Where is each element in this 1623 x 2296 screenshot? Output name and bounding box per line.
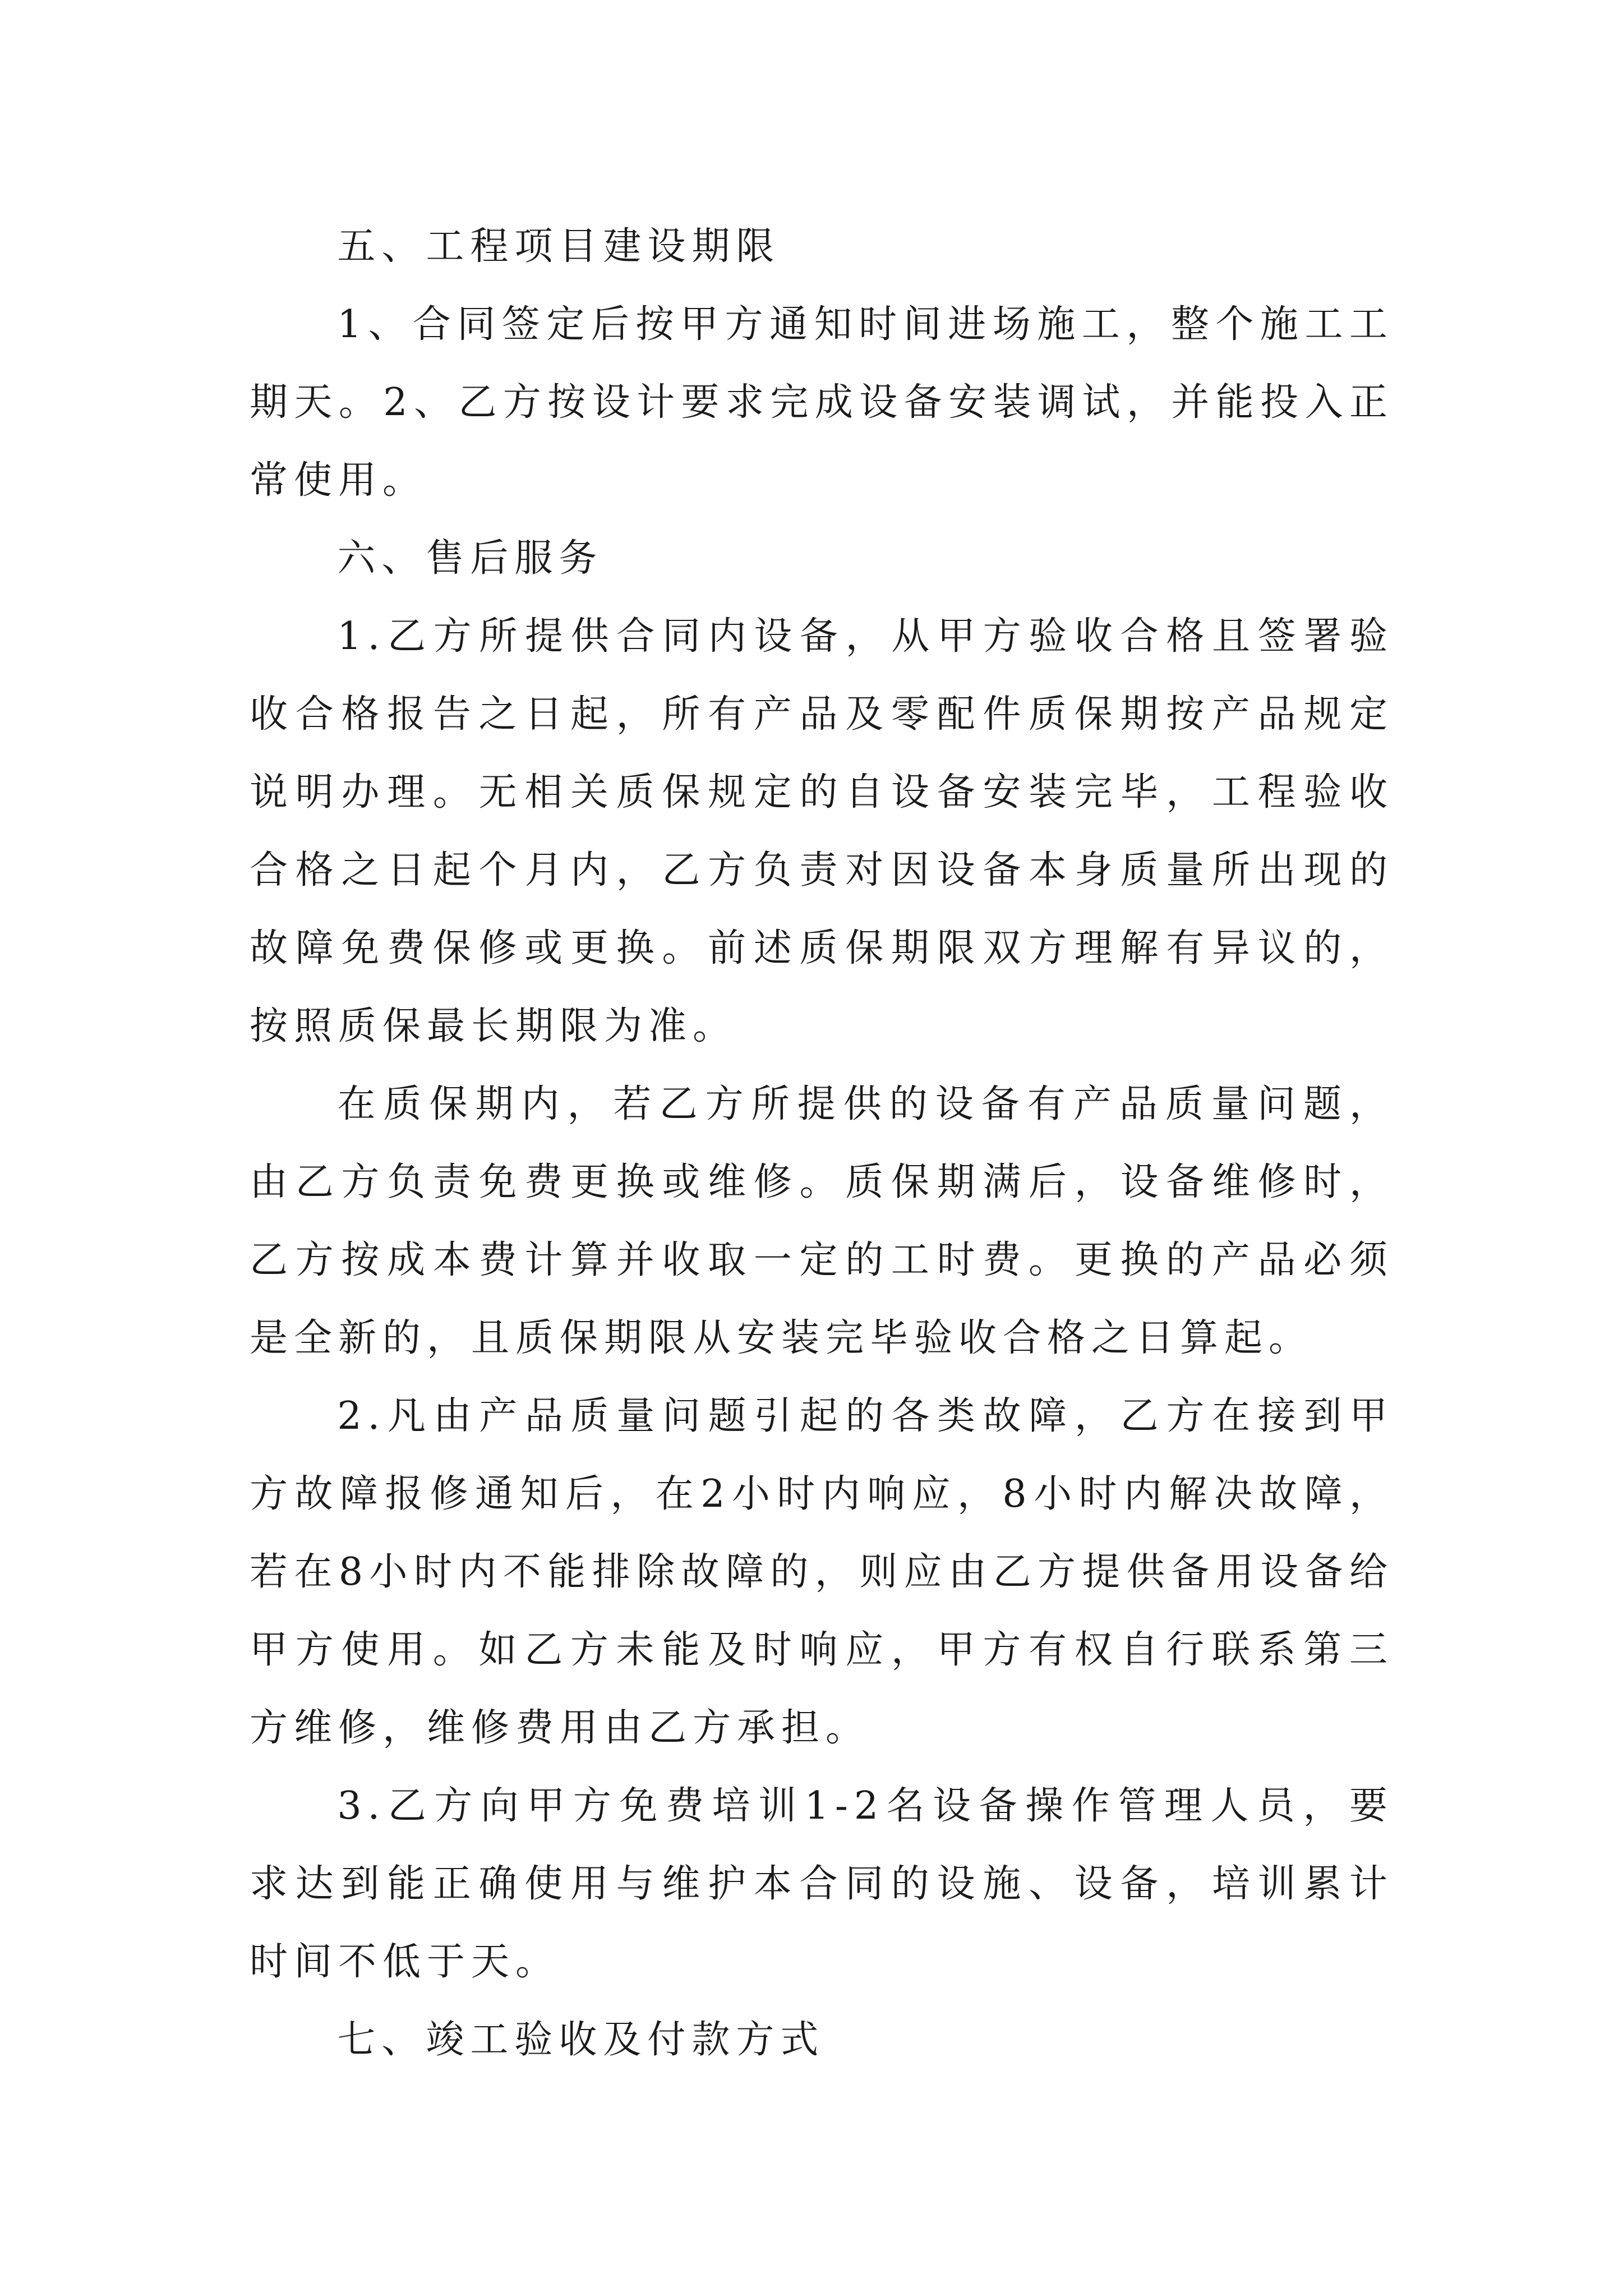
paragraph-warranty-period: 1.乙方所提供合同内设备，从甲方验收合格且签署验收合格报告之日起，所有产品及零配件质保期按产品规定说明办理。无相关质保规定的自设备安装完毕，工程验收合格之日起个月内，乙方负责对因设备本身质量所出现的故障免费保修或更换。前述质保期限双方理解有异议的，按照质保最长期限为准。 — [250, 614, 1394, 1048]
paragraph-construction-terms: 1、合同签定后按甲方通知时间进场施工，整个施工工期天。2、乙方按设计要求完成设备安装调试，并能投入正常使用。 — [250, 302, 1394, 503]
document-page — [250, 208, 1394, 2079]
section-heading-acceptance-payment: 七、竣工验收及付款方式 — [337, 2018, 825, 2062]
paragraph-fault-response: 2.凡由产品质量问题引起的各类故障，乙方在接到甲方故障报修通知后，在2小时内响应，8小时内解决故障，若在8小时内不能排除故障的，则应由乙方提供备用设备给甲方使用。如乙方未能及时响应，甲方有权自行联系第三方维修，维修费用由乙方承担。 — [250, 1394, 1394, 1750]
section-heading-after-sales: 六、售后服务 — [337, 536, 603, 581]
paragraph-warranty-replacement: 在质保期内，若乙方所提供的设备有产品质量问题，由乙方负责免费更换或维修。质保期满后，设备维修时，乙方按成本费计算并收取一定的工时费。更换的产品必须是全新的，且质保期限从安装完毕验收合格之日算起。 — [250, 1082, 1394, 1360]
paragraph-training: 3.乙方向甲方免费培训1-2名设备操作管理人员，要求达到能正确使用与维护本合同的设施、设备，培训累计时间不低于天。 — [250, 1784, 1394, 1984]
section-heading-construction-period: 五、工程项目建设期限 — [337, 224, 781, 269]
